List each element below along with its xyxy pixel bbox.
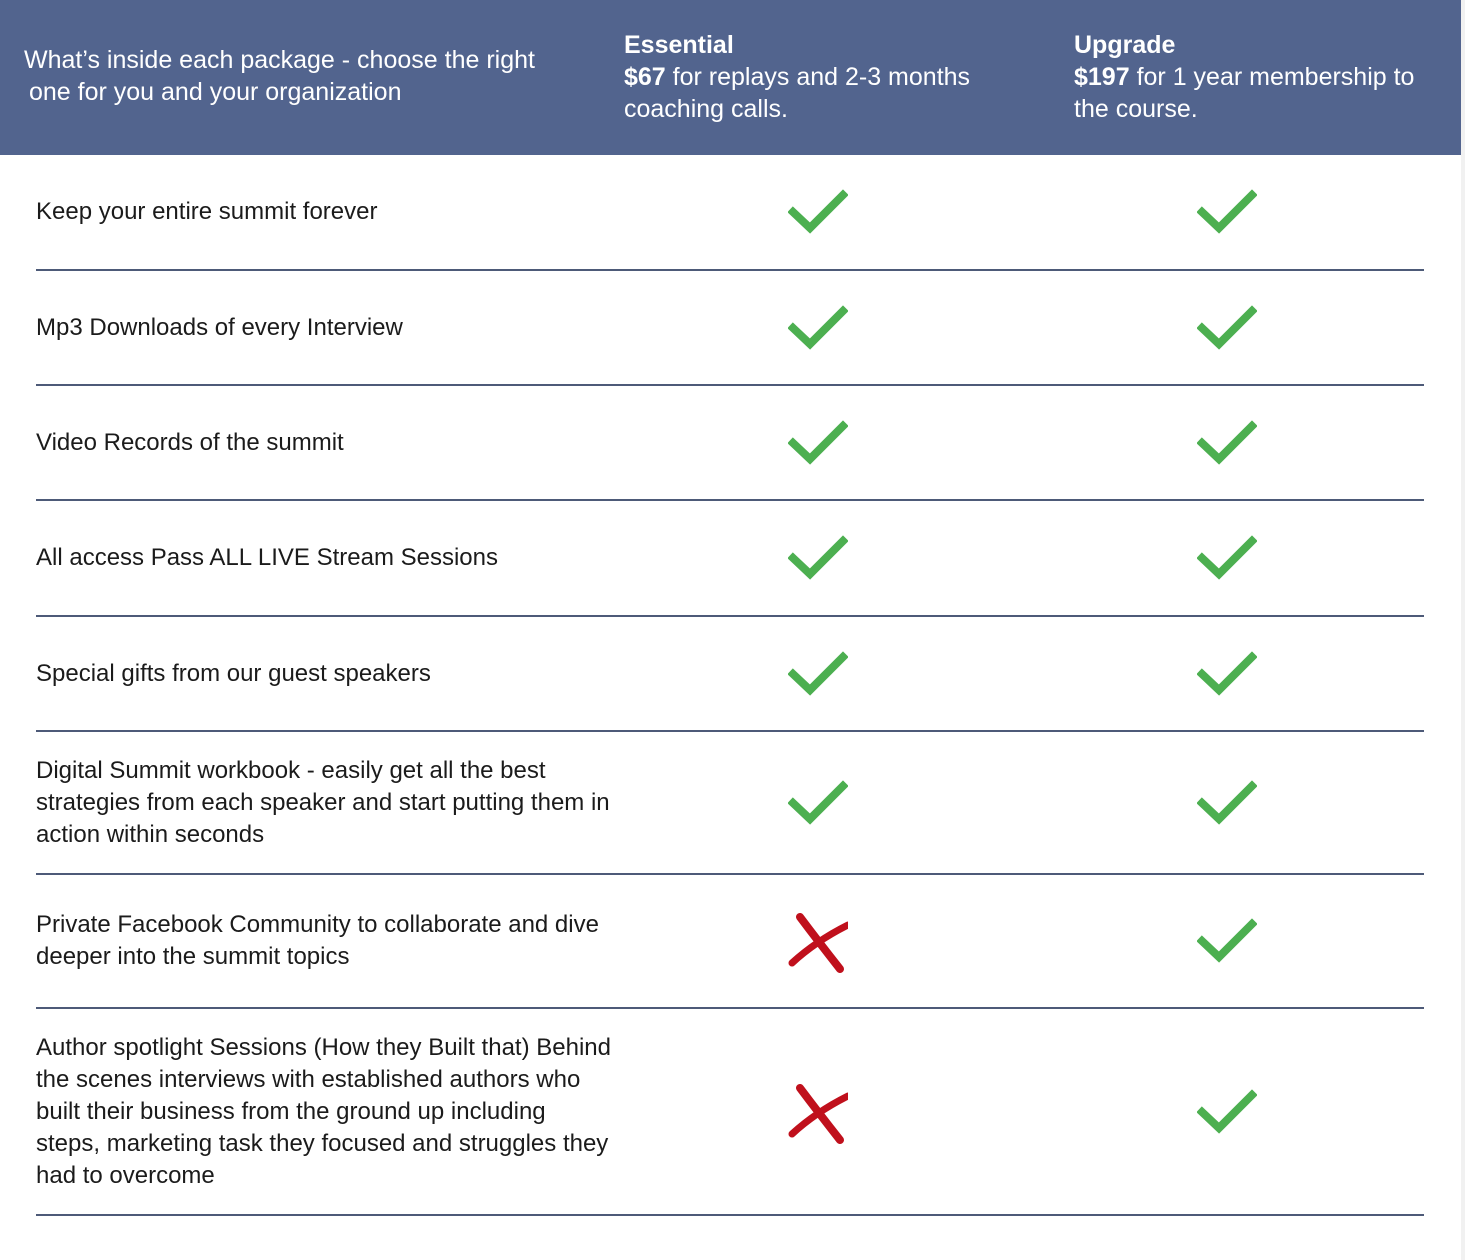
pricing-header: [0, 0, 1461, 155]
checkmark-icon: [1197, 1088, 1257, 1136]
checkmark-icon: [788, 419, 848, 467]
feature-label: Mp3 Downloads of every Interview: [36, 313, 403, 341]
feature-label: Private Facebook Community to collaborate and dive deeper into the summit topics: [36, 911, 599, 970]
checkmark-icon: [1197, 419, 1257, 467]
checkmark-icon: [1197, 304, 1257, 352]
feature-row: [36, 617, 1424, 732]
feature-row: [36, 1009, 1424, 1216]
feature-label: Special gifts from our guest speakers: [36, 659, 431, 687]
header-intro-line2: one for you and your organization: [29, 78, 402, 106]
plan-essential-description: for replays and 2-3 months coaching calls.: [624, 63, 971, 123]
plan-essential-name: Essential: [624, 31, 734, 59]
feature-label: All access Pass ALL LIVE Stream Sessions: [36, 544, 498, 571]
feature-table: [36, 155, 1424, 1216]
feature-label: Video Records of the summit: [36, 428, 344, 456]
feature-row: [36, 155, 1424, 271]
plan-upgrade-price: $197: [1074, 63, 1130, 91]
feature-row: [36, 386, 1424, 501]
feature-row: [36, 501, 1424, 617]
plan-upgrade-name: Upgrade: [1074, 31, 1176, 59]
checkmark-icon: [788, 779, 848, 827]
checkmark-icon: [788, 650, 848, 698]
feature-label: Author spotlight Sessions (How they Built that) Behind the scenes interviews with established authors who built their business from the ground up including steps, marketing task they focused and struggles they had to overcome: [36, 1033, 611, 1189]
feature-row: [36, 271, 1424, 386]
feature-label: Keep your entire summit forever: [36, 198, 378, 225]
checkmark-icon: [788, 188, 848, 236]
checkmark-icon: [788, 304, 848, 352]
plan-upgrade-description: for 1 year membership to the course.: [1074, 63, 1415, 123]
checkmark-icon: [1197, 917, 1257, 965]
checkmark-icon: [1197, 650, 1257, 698]
header-intro-line1: What’s inside each package - choose the right: [24, 46, 535, 74]
feature-row: [36, 732, 1424, 875]
plan-upgrade: [1074, 29, 1454, 125]
plan-essential-price: $67: [624, 63, 666, 91]
checkmark-icon: [1197, 188, 1257, 236]
header-intro: [24, 44, 584, 108]
checkmark-icon: [1197, 534, 1257, 582]
cross-icon: [788, 913, 848, 973]
checkmark-icon: [1197, 779, 1257, 827]
cross-icon: [788, 1084, 848, 1144]
feature-label: Digital Summit workbook - easily get all the best strategies from each speaker and start putting them in action within seconds: [36, 756, 610, 848]
scrollbar-track[interactable]: [1461, 0, 1465, 1260]
plan-essential: [624, 29, 1024, 125]
feature-row: [36, 875, 1424, 1009]
checkmark-icon: [788, 534, 848, 582]
